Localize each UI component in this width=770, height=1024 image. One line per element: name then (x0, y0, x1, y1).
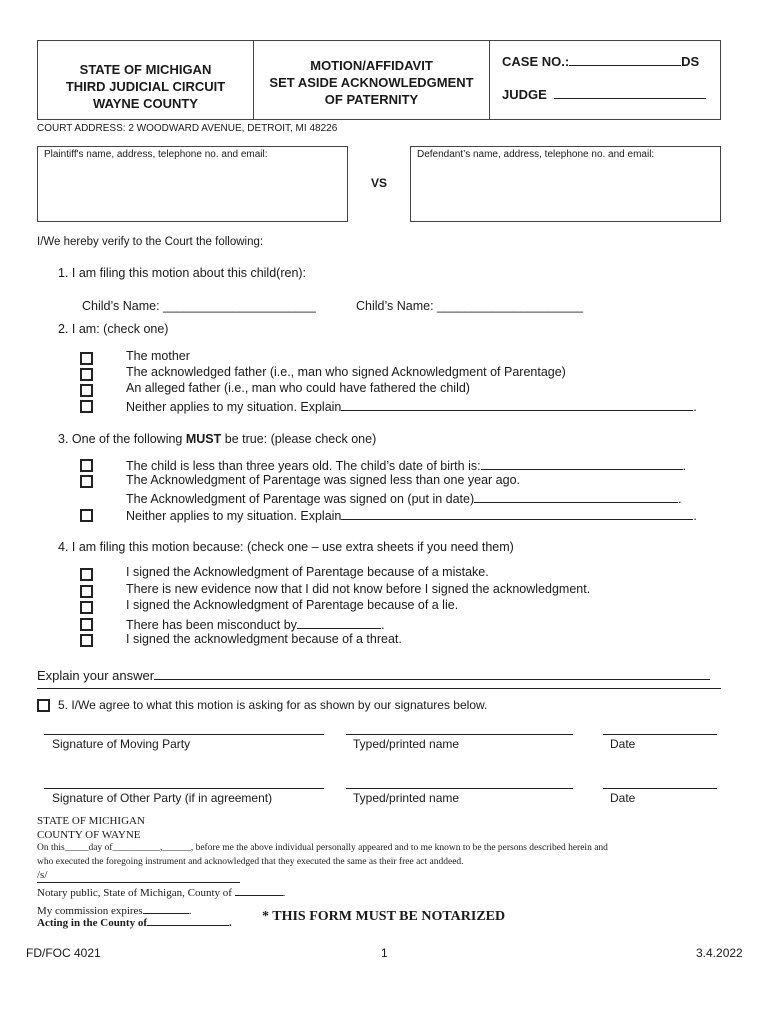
option-misconduct: There has been misconduct by (126, 618, 297, 632)
court-circuit: THIRD JUDICIAL CIRCUIT (65, 79, 226, 94)
checkbox-acknowledged-father[interactable] (80, 368, 93, 381)
checkbox-mother[interactable] (80, 352, 93, 365)
child-name-1[interactable]: Child’s Name: ______________________ (82, 299, 316, 313)
option-acknowledged-father: The acknowledged father (i.e., man who signed Acknowledgment of Parentage) (126, 365, 566, 379)
misconduct-field[interactable] (297, 616, 381, 629)
commission-field[interactable] (143, 901, 189, 914)
form-title-1: MOTION/AFFIDAVIT (310, 58, 433, 73)
item2-text: 2. I am: (check one) (58, 322, 169, 336)
caption-box (37, 40, 721, 120)
judge-field[interactable] (554, 86, 706, 99)
court-address: COURT ADDRESS: 2 WOODWARD AVENUE, DETROIT, MI 48226 (37, 123, 338, 134)
checkbox-under-three[interactable] (80, 459, 93, 472)
option-mistake: I signed the Acknowledgment of Parentage because of a mistake. (126, 565, 489, 579)
case-no-label: CASE NO.: (502, 54, 570, 69)
date-label-2: Date (610, 791, 636, 805)
option-signed-on: The Acknowledgment of Parentage was signed on (put in date) (126, 492, 475, 506)
checkbox-mistake[interactable] (80, 568, 93, 581)
date-line-1[interactable] (603, 734, 717, 735)
date-line-2[interactable] (603, 788, 717, 789)
acting-county-label: Acting in the County of (37, 917, 148, 929)
option-alleged-father: An alleged father (i.e., man who could have fathered the child) (126, 381, 470, 395)
verify-statement: I/We hereby verify to the Court the following: (37, 236, 264, 248)
typed-name-label-2: Typed/printed name (353, 791, 460, 805)
form-title-3: OF PATERNITY (324, 92, 419, 107)
page-number: 1 (381, 946, 388, 960)
notary-county-field[interactable] (235, 883, 283, 896)
item3-text-post: be true: (please check one) (221, 432, 377, 446)
item4-text: 4. I am filing this motion because: (check one – use extra sheets if you need them) (58, 540, 514, 554)
moving-signature-label: Signature of Moving Party (52, 737, 191, 751)
date-label-1: Date (610, 737, 636, 751)
item1-text: 1. I am filing this motion about this child(ren): (58, 266, 307, 280)
form-number: FD/FOC 4021 (26, 946, 101, 960)
defendant-label: Defendant’s name, address, telephone no. and email: (417, 149, 655, 160)
checkbox-misconduct[interactable] (80, 618, 93, 631)
judge-label: JUDGE (502, 87, 547, 102)
child-name-2[interactable]: Child’s Name: _____________________ (356, 299, 584, 313)
notary-line-1: On this_____day of__________,______, before me the above individual personally appeared and to me known to be the persons described herein and (37, 843, 608, 853)
typed-name-line-2[interactable] (346, 788, 573, 789)
option-lie: I signed the Acknowledgment of Parentage because of a lie. (126, 598, 459, 612)
plaintiff-box[interactable] (37, 146, 348, 222)
item3-text-bold: MUST (185, 432, 222, 446)
revision-date: 3.4.2022 (696, 946, 743, 960)
option-neither-2: Neither applies to my situation. Explain (126, 400, 342, 414)
explain-answer-label: Explain your answer (37, 668, 155, 683)
checkbox-neither-3[interactable] (80, 509, 93, 522)
explain-answer-field[interactable] (154, 666, 710, 680)
option-under-three: The child is less than three years old. The child’s date of birth is: (126, 459, 481, 473)
other-signature-label: Signature of Other Party (if in agreement) (52, 791, 273, 805)
case-cell (490, 41, 720, 119)
notary-county: COUNTY OF WAYNE (37, 828, 141, 841)
notary-public-label: Notary public, State of Michigan, County of (37, 887, 232, 899)
birth-date-field[interactable] (481, 457, 683, 470)
court-cell (38, 41, 254, 119)
acting-county-field[interactable] (147, 913, 229, 926)
item3-text-pre: 3. One of the following (58, 432, 186, 446)
notary-block: STATE OF MICHIGAN COUNTY OF WAYNE On this_____day of__________,______, before me the above individual personally appeared and to me known to be the persons described herein and who executed the foregoing instrument and acknowledged that they executed the same as their free act anddeed. /s/ Notary public, State of Michigan, County of . My commission expires . (37, 815, 608, 917)
option-new-evidence: There is new evidence now that I did not know before I signed the acknowledgment. (126, 582, 591, 596)
checkbox-lie[interactable] (80, 601, 93, 614)
title-cell (254, 41, 490, 119)
option-under-one-year: The Acknowledgment of Parentage was signed less than one year ago. (126, 473, 521, 487)
typed-name-label-1: Typed/printed name (353, 737, 460, 751)
checkbox-new-evidence[interactable] (80, 585, 93, 598)
checkbox-threat[interactable] (80, 634, 93, 647)
court-county: WAYNE COUNTY (93, 96, 198, 111)
notary-state: STATE OF MICHIGAN (37, 815, 145, 827)
moving-signature-line[interactable] (44, 734, 324, 735)
item5-text: 5. I/We agree to what this motion is asking for as shown by our signatures below. (58, 698, 488, 712)
case-no-field[interactable] (569, 53, 681, 66)
explain-field-3[interactable] (341, 507, 693, 520)
typed-name-line-1[interactable] (346, 734, 573, 735)
notary-signature[interactable]: /s/ (37, 869, 48, 881)
checkbox-agree[interactable] (37, 699, 50, 712)
commission-label: My commission expires (37, 904, 143, 917)
case-suffix: DS (681, 54, 700, 69)
option-threat: I signed the acknowledgment because of a threat. (126, 632, 402, 646)
option-mother: The mother (126, 349, 190, 363)
checkbox-under-one-year[interactable] (80, 475, 93, 488)
option-neither-3: Neither applies to my situation. Explain (126, 509, 342, 523)
signed-date-field[interactable] (474, 490, 678, 503)
plaintiff-label: Plaintiff's name, address, telephone no. and email: (44, 149, 268, 160)
court-state: STATE OF MICHIGAN (79, 62, 212, 77)
notary-line-2: who executed the foregoing instrument and acknowledged that they executed the same as their free act anddeed. (37, 856, 464, 867)
checkbox-neither-2[interactable] (80, 400, 93, 413)
checkbox-alleged-father[interactable] (80, 384, 93, 397)
item3-text (58, 432, 376, 446)
form-title-2: SET ASIDE ACKNOWLEDGMENT (269, 75, 474, 90)
explain-answer-line-2[interactable] (37, 688, 721, 689)
defendant-box[interactable] (410, 146, 721, 222)
explain-field-2[interactable] (341, 398, 693, 411)
other-signature-line[interactable] (44, 788, 324, 789)
notarize-notice: * THIS FORM MUST BE NOTARIZED (262, 909, 506, 924)
vs-label: VS (371, 176, 388, 190)
